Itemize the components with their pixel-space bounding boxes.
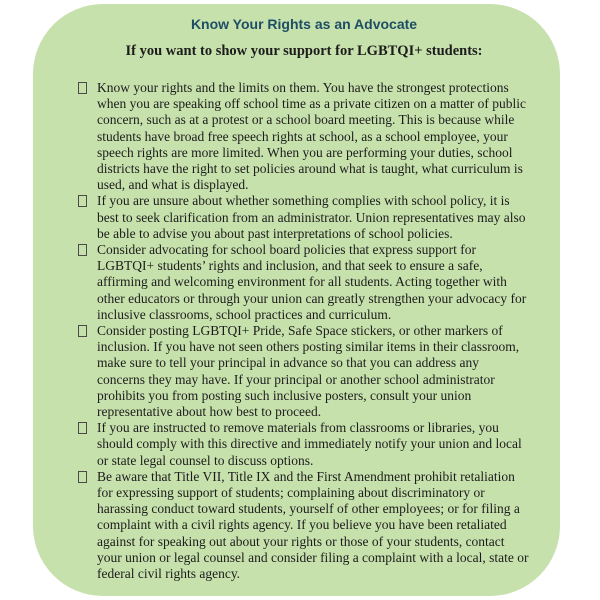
list-item <box>78 80 530 193</box>
list-item <box>78 323 530 420</box>
rights-card <box>33 4 560 596</box>
checkbox-icon <box>78 422 87 434</box>
card-title: Know Your Rights as an Advocate <box>190 16 418 32</box>
bullet-text: Consider advocating for school board policies that express support for LGBTQI+ students’ rights and inclusion, and that seek to ensure a safe, affirming and welcoming environment for all students. Acting together with other educators or through your union can greatly strengthen your advocacy for inclusive classrooms, school practices and curriculum. <box>97 242 527 322</box>
card-subtitle: If you want to show your support for LGBTQI+ students: <box>125 43 483 59</box>
list-item <box>78 469 530 582</box>
list-item <box>78 420 530 469</box>
bullet-text: Consider posting LGBTQI+ Pride, Safe Space stickers, or other markers of inclusion. If you have not seen others posting similar items in their classroom, make sure to tell your principal in advance so that you can address any concerns they may have. If your principal or another school administrator prohibits you from posting such inclusive posters, consult your union representative about how best to proceed. <box>97 323 520 420</box>
bullet-text: If you are unsure about whether something complies with school policy, it is best to seek clarification from an administrator. Union representatives may also be able to advise you about past interpretations of school policies. <box>97 193 526 241</box>
rights-list <box>78 80 530 582</box>
bullet-text: Be aware that Title VII, Title IX and the First Amendment prohibit retaliation for expressing support of students; complaining about discriminatory or harassing conduct toward students, yourself of other employees; or for filing a complaint with a civil rights agency. If you believe you have been retaliated against for speaking out about your rights or those of your students, contact your union or legal counsel and consider filing a complaint with a local, state or federal civil rights agency. <box>97 468 529 582</box>
bullet-text: Know your rights and the limits on them. You have the strongest protections when you are speaking off school time as a private citizen on a matter of public concern, such as at a protest or a school board meeting. This is because while students have broad free speech rights at school, as a school employee, your speech rights are more limited. When you are performing your duties, school districts have the right to set policies around what is taught, what curriculum is used, and what is displayed. <box>97 80 526 193</box>
checkbox-icon <box>78 244 87 256</box>
checkbox-icon <box>78 325 87 337</box>
checkbox-icon <box>78 82 87 94</box>
list-item <box>78 193 530 242</box>
checkbox-icon <box>78 195 87 207</box>
checkbox-icon <box>78 471 87 483</box>
bullet-text: If you are instructed to remove materials from classrooms or libraries, you should comply with this directive and immediately notify your union and local or state legal counsel to discuss options. <box>97 420 522 468</box>
list-item <box>78 242 530 323</box>
